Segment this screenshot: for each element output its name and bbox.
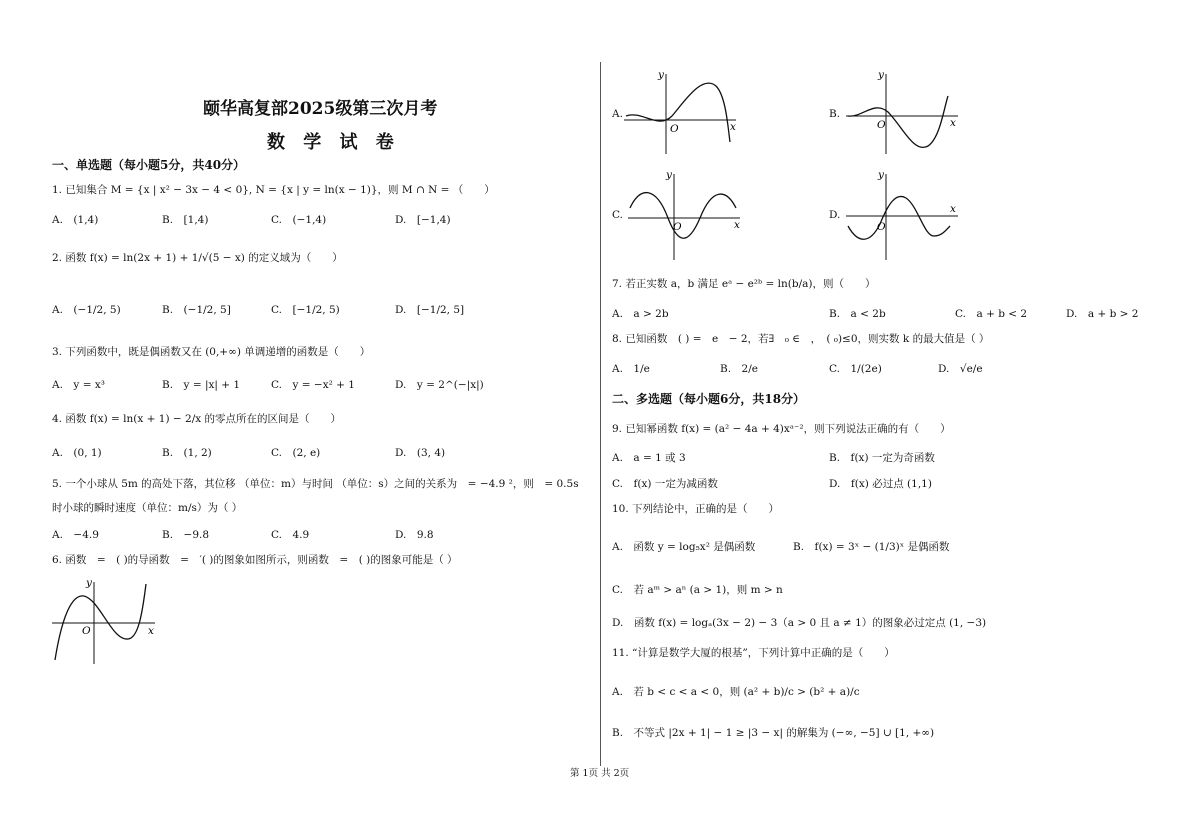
- exam-title: 颐华高复部2025级第三次月考: [203, 99, 438, 119]
- graph-a-x-label: x: [730, 121, 736, 133]
- question-5-option-b[interactable]: B. −9.8: [162, 529, 210, 541]
- question-7-option-c[interactable]: C. a + b < 2: [955, 308, 1028, 320]
- question-2-option-a[interactable]: A. (−1/2, 5): [52, 304, 121, 316]
- graph-b-x-label: x: [950, 117, 956, 129]
- section-heading-single-choice: 一、单选题（每小题5分，共40分）: [52, 158, 246, 172]
- graph-d-y-label: y: [878, 169, 884, 181]
- question-10-option-d[interactable]: D. 函数 f(x) = logₐ(3x − 2) − 3（a > 0 且 a ≠ 1）的图象必过定点 (1, −3): [612, 617, 987, 629]
- question-4-option-d[interactable]: D. (3, 4): [395, 447, 446, 459]
- question-8-stem: 8. 已知函数 ( ) = e − 2，若∃ ₀ ∈ ， ( ₀)≤0，则实数 k 的最大值是（ ）: [612, 333, 990, 345]
- question-9-option-a[interactable]: A. a = 1 或 3: [612, 452, 686, 464]
- graph-b-origin-label: O: [877, 119, 886, 131]
- question-3-option-d[interactable]: D. y = 2^(−|x|): [395, 379, 484, 391]
- question-6-derivative-graph: [50, 576, 165, 666]
- question-4-option-c[interactable]: C. (2, e): [271, 447, 321, 459]
- q6-origin-label: O: [82, 625, 91, 637]
- question-1-option-d[interactable]: D. [−1,4): [395, 214, 451, 226]
- question-5-option-a[interactable]: A. −4.9: [52, 529, 99, 541]
- question-9-option-d[interactable]: D. f(x) 必过点 (1,1): [829, 478, 932, 490]
- graph-a[interactable]: [622, 68, 744, 158]
- graph-d-label[interactable]: D.: [829, 209, 841, 221]
- question-8-option-b[interactable]: B. 2/e: [720, 363, 758, 375]
- question-10-stem: 10. 下列结论中，正确的是（ ）: [612, 503, 780, 515]
- question-3-option-c[interactable]: C. y = −x² + 1: [271, 379, 355, 391]
- question-5-stem: 5. 一个小球从 5m 的高处下落，其位移 （单位：m）与时间 （单位：s）之间的关系为 = −4.9 ²，则 = 0.5s: [52, 478, 579, 490]
- q6-y-label: y: [86, 577, 92, 589]
- q6-x-label: x: [148, 625, 154, 637]
- question-5-option-c[interactable]: C. 4.9: [271, 529, 310, 541]
- question-4-option-a[interactable]: A. (0, 1): [52, 447, 102, 459]
- page-footer: 第 1页 共 2页: [570, 768, 630, 779]
- question-8-option-d[interactable]: D. √e/e: [938, 363, 983, 375]
- question-1-option-b[interactable]: B. [1,4): [162, 214, 209, 226]
- question-9-stem: 9. 已知幂函数 f(x) = (a² − 4a + 4)xᵃ⁻²，则下列说法正确的有（ ）: [612, 423, 951, 435]
- graph-a-y-label: y: [658, 69, 664, 81]
- graph-b-y-label: y: [878, 69, 884, 81]
- question-7-option-a[interactable]: A. a > 2b: [612, 308, 669, 320]
- question-6-stem: 6. 函数 = ( )的导函数 = ′( )的图象如图所示，则函数 = ( )的图象可能是（ ）: [52, 554, 458, 566]
- question-8-option-a[interactable]: A. 1/e: [612, 363, 650, 375]
- graph-d-x-label: x: [950, 203, 956, 215]
- question-8-option-c[interactable]: C. 1/(2e): [829, 363, 882, 375]
- question-5-option-d[interactable]: D. 9.8: [395, 529, 434, 541]
- question-2-stem: 2. 函数 f(x) = ln(2x + 1) + 1/√(5 − x) 的定义域为（ ）: [52, 252, 343, 264]
- question-10-option-b[interactable]: B. f(x) = 3ˣ − (1/3)ˣ 是偶函数: [793, 541, 950, 553]
- question-11-option-a[interactable]: A. 若 b < c < a < 0，则 (a² + b)/c > (b² + a)/c: [612, 686, 860, 698]
- question-10-option-c[interactable]: C. 若 aᵐ > aⁿ (a > 1)，则 m > n: [612, 584, 783, 596]
- question-5-stem-cont: 时小球的瞬时速度（单位：m/s）为（ ）: [52, 502, 243, 514]
- question-4-stem: 4. 函数 f(x) = ln(x + 1) − 2/x 的零点所在的区间是（ ）: [52, 413, 342, 425]
- question-1-stem: 1. 已知集合 M = {x | x² − 3x − 4 < 0}, N = {x | y = ln(x − 1)}，则 M ∩ N = （ ）: [52, 184, 495, 196]
- question-7-option-b[interactable]: B. a < 2b: [829, 308, 886, 320]
- question-9-option-b[interactable]: B. f(x) 一定为奇函数: [829, 452, 935, 464]
- question-3-stem: 3. 下列函数中，既是偶函数又在 (0,+∞) 单调递增的函数是（ ）: [52, 346, 371, 358]
- question-1-option-c[interactable]: C. (−1,4): [271, 214, 327, 226]
- question-10-option-a[interactable]: A. 函数 y = log₅x² 是偶函数: [612, 541, 756, 553]
- question-9-option-c[interactable]: C. f(x) 一定为减函数: [612, 478, 718, 490]
- question-3-option-a[interactable]: A. y = x³: [52, 379, 105, 391]
- graph-d[interactable]: [844, 168, 966, 264]
- question-2-option-c[interactable]: C. [−1/2, 5): [271, 304, 340, 316]
- question-11-option-b[interactable]: B. 不等式 |2x + 1| − 1 ≥ |3 − x| 的解集为 (−∞, −5] ∪ [1, +∞): [612, 727, 935, 739]
- exam-subtitle: 数 学 试 卷: [267, 132, 400, 153]
- graph-c[interactable]: [626, 168, 748, 264]
- graph-b[interactable]: [844, 68, 966, 158]
- question-2-option-d[interactable]: D. [−1/2, 5]: [395, 304, 465, 316]
- graph-c-x-label: x: [734, 219, 740, 231]
- section-heading-multi-choice: 二、多选题（每小题6分，共18分）: [612, 392, 806, 406]
- graph-c-y-label: y: [666, 169, 672, 181]
- graph-c-label[interactable]: C.: [612, 209, 623, 221]
- question-1-option-a[interactable]: A. (1,4): [52, 214, 99, 226]
- column-divider: [600, 62, 601, 766]
- question-11-stem: 11. “计算是数学大厦的根基”，下列计算中正确的是（ ）: [612, 647, 895, 659]
- question-7-stem: 7. 若正实数 a，b 满足 eᵃ − e²ᵇ = ln(b/a)，则（ ）: [612, 278, 876, 290]
- graph-c-origin-label: O: [673, 221, 682, 233]
- graph-d-origin-label: O: [877, 221, 886, 233]
- graph-b-label[interactable]: B.: [829, 108, 841, 120]
- graph-a-origin-label: O: [670, 123, 679, 135]
- question-2-option-b[interactable]: B. (−1/2, 5]: [162, 304, 231, 316]
- graph-a-label[interactable]: A.: [612, 108, 623, 120]
- question-7-option-d[interactable]: D. a + b > 2: [1066, 308, 1139, 320]
- question-3-option-b[interactable]: B. y = |x| + 1: [162, 379, 241, 391]
- question-4-option-b[interactable]: B. (1, 2): [162, 447, 212, 459]
